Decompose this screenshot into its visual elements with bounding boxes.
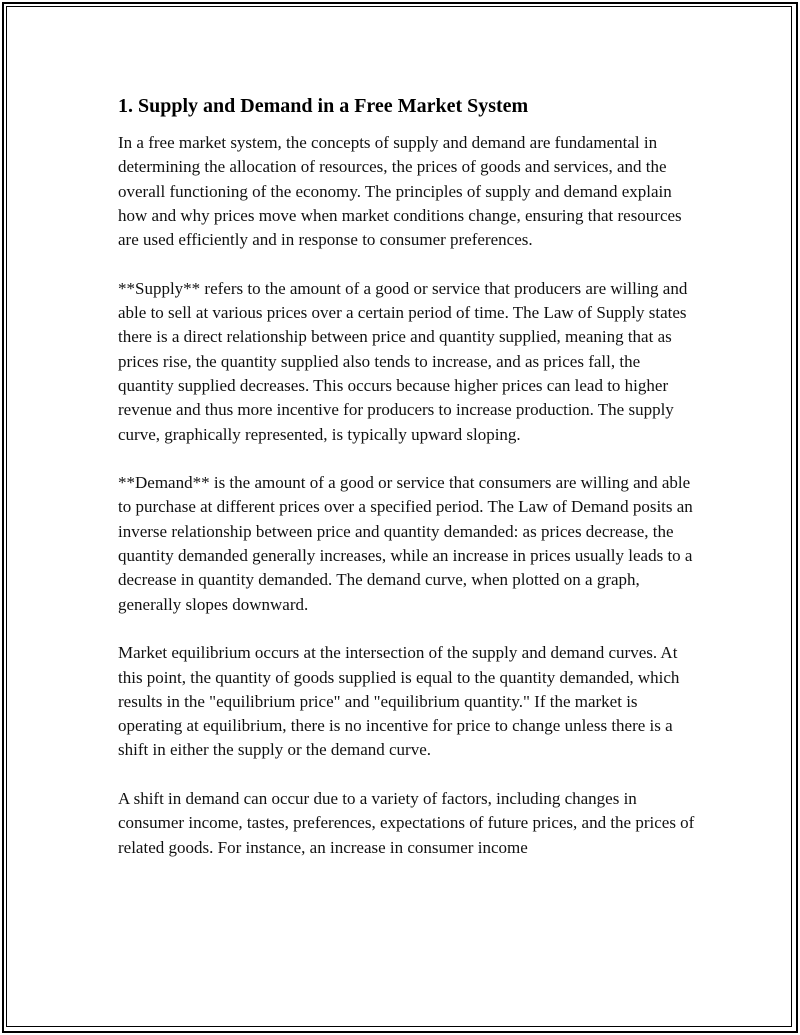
paragraph-demand-shift: A shift in demand can occur due to a variety of factors, including changes in consumer income, tastes, preferences, expectations of future prices, and the prices of related goods. For instance, an increase in consumer income <box>118 789 695 857</box>
document-body <box>118 93 698 884</box>
paragraph-supply: **Supply** refers to the amount of a good or service that producers are willing and able to sell at various prices over a certain period of time. The Law of Supply states there is a direct relationship between price and quantity supplied, meaning that as prices rise, the quantity supplied also tends to increase, and as prices fall, the quantity supplied decreases. This occurs because higher prices can lead to higher revenue and thus more incentive for producers to increase production. The supply curve, graphically represented, is typically upward sloping. <box>118 278 688 444</box>
paragraph-demand: **Demand** is the amount of a good or service that consumers are willing and able to purchase at different prices over a specified period. The Law of Demand posits an inverse relationship between price and quantity demanded: as prices decrease, the quantity demanded generally increases, while an increase in prices usually leads to a decrease in quantity demanded. The demand curve, when plotted on a graph, generally slopes downward. <box>118 473 693 614</box>
paragraph-intro: In a free market system, the concepts of supply and demand are fundamental in determining the allocation of resources, the prices of goods and services, and the overall functioning of the economy. The principles of supply and demand explain how and why prices move when market conditions change, ensuring that resources are used efficiently and in response to consumer preferences. <box>118 133 682 250</box>
section-title: 1. Supply and Demand in a Free Market System <box>118 95 529 117</box>
paragraph-equilibrium: Market equilibrium occurs at the intersection of the supply and demand curves. At this point, the quantity of goods supplied is equal to the quantity demanded, which results in the "equilibrium price" and "equilibrium quantity." If the market is operating at equilibrium, there is no incentive for price to change unless there is a shift in either the supply or the demand curve. <box>118 643 680 760</box>
